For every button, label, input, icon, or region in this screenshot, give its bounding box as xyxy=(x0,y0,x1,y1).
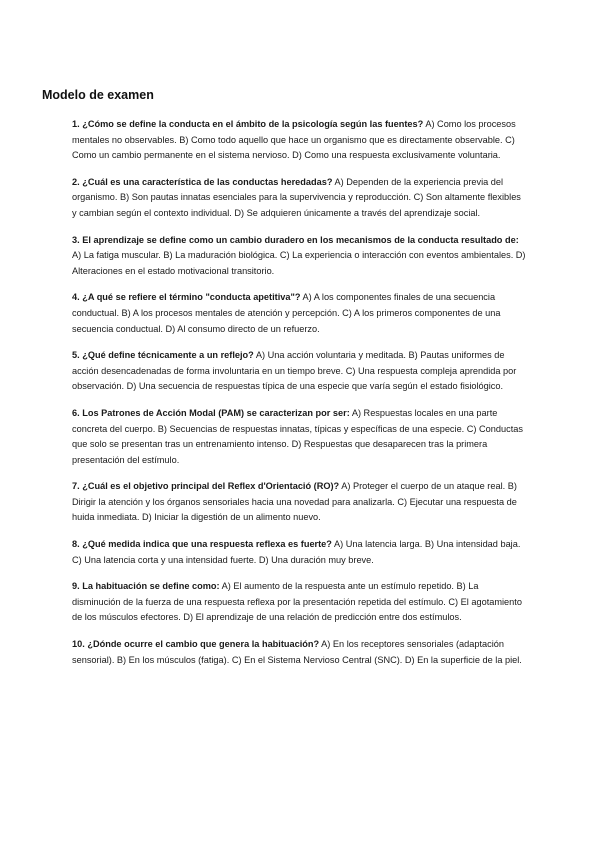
question-10 xyxy=(72,637,528,668)
question-number: 3. xyxy=(72,234,80,245)
question-2 xyxy=(72,175,528,222)
question-number: 5. xyxy=(72,350,80,361)
question-8 xyxy=(72,537,528,568)
question-number: 6. xyxy=(72,407,80,418)
question-4 xyxy=(72,290,528,337)
question-stem: La habituación se define como: xyxy=(82,581,220,592)
question-options: A) Respuestas locales en una parte concreta del cuerpo. B) Secuencias de respuestas innatas, típicas y específicas de una especie. C) Conductas que solo se presentan tras un entrenamiento intenso. D) Respuestas que desaparecen tras la primera presentación del estímulo. xyxy=(72,407,523,465)
document-title: Modelo de examen xyxy=(42,88,154,102)
question-number: 10. xyxy=(72,639,85,650)
question-stem: ¿Qué define técnicamente a un reflejo? xyxy=(82,350,254,361)
question-stem: ¿Dónde ocurre el cambio que genera la habituación? xyxy=(87,639,320,650)
question-options: A) El aumento de la respuesta ante un estímulo repetido. B) La disminución de la fuerza de una respuesta reflexa por la presentación repetida del estímulo. C) El agotamiento de los músculos efectores. D) El aprendizaje de una relación de predicción entre dos estímulos. xyxy=(72,581,522,623)
question-list xyxy=(72,117,528,679)
question-stem: ¿Cómo se define la conducta en el ámbito de la psicología según las fuentes? xyxy=(82,119,424,129)
question-stem: ¿Cuál es una característica de las conductas heredadas? xyxy=(82,176,333,187)
question-stem: El aprendizaje se define como un cambio duradero en los mecanismos de la conducta resultado de: xyxy=(82,234,519,245)
question-stem: ¿A qué se refiere el término "conducta apetitiva"? xyxy=(82,292,301,303)
question-options: A) A los componentes finales de una secuencia conductual. B) A los procesos mentales de atención y percepción. C) A los primeros componentes de una secuencia conductual. D) Al consumo directo de un refuerzo. xyxy=(72,292,501,334)
question-6 xyxy=(72,406,528,468)
question-number: 7. xyxy=(72,481,80,492)
question-number: 1. xyxy=(72,119,80,129)
question-9 xyxy=(72,579,528,626)
question-7 xyxy=(72,479,528,526)
question-options: A) Una latencia larga. B) Una intensidad baja. C) Una latencia corta y una intensidad fuerte. D) Una duración muy breve. xyxy=(72,539,521,565)
question-number: 4. xyxy=(72,292,80,303)
question-options: A) Dependen de la experiencia previa del organismo. B) Son pautas innatas esenciales para la supervivencia y reproducción. C) Son altamente flexibles y cambian según el contexto individual. D) Se adquieren únicamente a través del aprendizaje social. xyxy=(72,176,521,218)
question-options: A) En los receptores sensoriales (adaptación sensorial). B) En los músculos (fatiga). C) En el Sistema Nervioso Central (SNC). D) En la superficie de la piel. xyxy=(72,639,522,665)
question-5 xyxy=(72,348,528,395)
question-number: 2. xyxy=(72,176,80,187)
question-number: 9. xyxy=(72,581,80,592)
question-options: A) La fatiga muscular. B) La maduración biológica. C) La experiencia o interacción con eventos ambientales. D) Alteraciones en el estado motivacional transitorio. xyxy=(72,250,526,276)
question-3 xyxy=(72,233,528,280)
question-stem: Los Patrones de Acción Modal (PAM) se caracterizan por ser: xyxy=(82,407,350,418)
question-stem: ¿Cuál es el objetivo principal del Reflex d'Orientació (RO)? xyxy=(82,481,340,492)
question-options: A) Proteger el cuerpo de un ataque real. B) Dirigir la atención y los órganos sensoriales hacia una novedad para analizarla. C) Ejecutar una respuesta de huida inmediata. D) Iniciar la digestión de un alimento nuevo. xyxy=(72,481,517,523)
question-1 xyxy=(72,117,528,164)
question-options: A) Una acción voluntaria y meditada. B) Pautas uniformes de acción desencadenadas de forma involuntaria en un tiempo breve. C) Una respuesta compleja aprendida por observación. D) Una secuencia de respuestas típica de una especie que varía según el estado fisiológico. xyxy=(72,350,517,392)
question-number: 8. xyxy=(72,539,80,550)
question-stem: ¿Qué medida indica que una respuesta reflexa es fuerte? xyxy=(82,539,332,550)
question-options: A) Como los procesos mentales no observables. B) Como todo aquello que hace un organismo que es directamente observable. C) Como un cambio permanente en el sistema nervioso. D) Como una respuesta exclusivamente voluntaria. xyxy=(72,119,516,161)
